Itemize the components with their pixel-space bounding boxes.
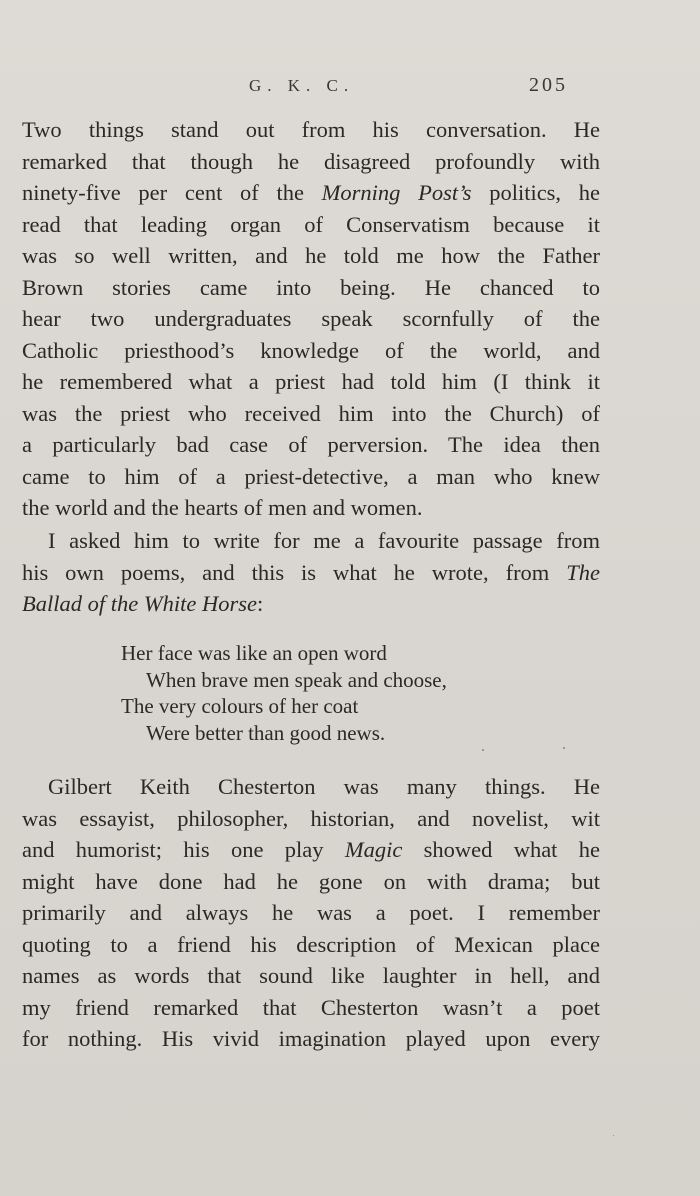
text-line [22, 177, 600, 209]
text-line: was so well written, and he told me how the Father [22, 243, 600, 268]
paragraph-2 [22, 525, 600, 620]
text-line: was essayist, philosopher, historian, and novelist, wit [22, 805, 600, 831]
poem-line: Were better than good news. [146, 720, 386, 745]
poem-line: Her face was like an open word [121, 641, 387, 665]
text-line: Two things stand out from his conversation. He [22, 117, 600, 142]
text-line: names as words that sound like laughter in hell, and [22, 963, 600, 988]
text-line: remarked that though he disagreed profoundly with [22, 148, 600, 174]
poem-line: The very colours of her coat [121, 694, 359, 718]
text-line: hear two undergraduates speak scornfully of the [22, 306, 600, 331]
text-run: and humorist; his one play [22, 837, 345, 862]
text-line: a particularly bad case of perversion. The idea then [22, 432, 600, 457]
text-line: I asked him to write for me a favourite passage from [48, 528, 600, 553]
italic-title: Morning Post’s [321, 180, 472, 205]
text-line: read that leading organ of Conservatism because it [22, 211, 600, 237]
text-line: my friend remarked that Chesterton wasn’t a poet [22, 994, 600, 1020]
text-line: Brown stories came into being. He chanced to [22, 274, 600, 300]
text-line: was the priest who received him into the Church) of [22, 400, 600, 426]
poem-quotation [121, 640, 447, 746]
italic-title: The [566, 559, 600, 585]
text-line: the world and the hearts of men and women. [22, 495, 423, 520]
paragraph-1 [22, 114, 600, 524]
text-line: quoting to a friend his description of Mexican place [22, 931, 600, 957]
text-line: might have done had he gone on with drama; but [22, 868, 600, 894]
paper-speck [563, 747, 565, 749]
text-line: came to him of a priest-detective, a man who knew [22, 463, 600, 489]
italic-title: Ballad of the White Horse [22, 591, 257, 616]
paragraph-3 [22, 771, 600, 1055]
poem-line: When brave men speak and choose, [146, 667, 447, 692]
text-line: Gilbert Keith Chesterton was many things. He [48, 774, 600, 799]
text-run: politics, he [471, 180, 600, 205]
text-line [22, 834, 600, 866]
text-run: his own poems, and this is what he wrote, from [22, 559, 567, 585]
text-line: for nothing. His vivid imagination played upon every [22, 1026, 600, 1051]
italic-title: Magic [344, 837, 403, 862]
text-line [22, 557, 600, 589]
text-run: : [256, 591, 264, 616]
text-line: Catholic priesthood’s knowledge of the world, and [22, 337, 600, 363]
page-number: 205 [529, 74, 568, 96]
paper-speck [613, 1135, 614, 1136]
text-line [22, 588, 600, 620]
text-run: ninety-five per cent of the [22, 180, 322, 205]
running-head [0, 76, 700, 100]
text-run: showed what he [402, 837, 600, 862]
paper-speck [482, 749, 484, 751]
running-head-title: G. K. C. [249, 76, 355, 95]
text-line: he remembered what a priest had told him (I think it [22, 369, 600, 394]
text-line: primarily and always he was a poet. I remember [22, 900, 600, 925]
